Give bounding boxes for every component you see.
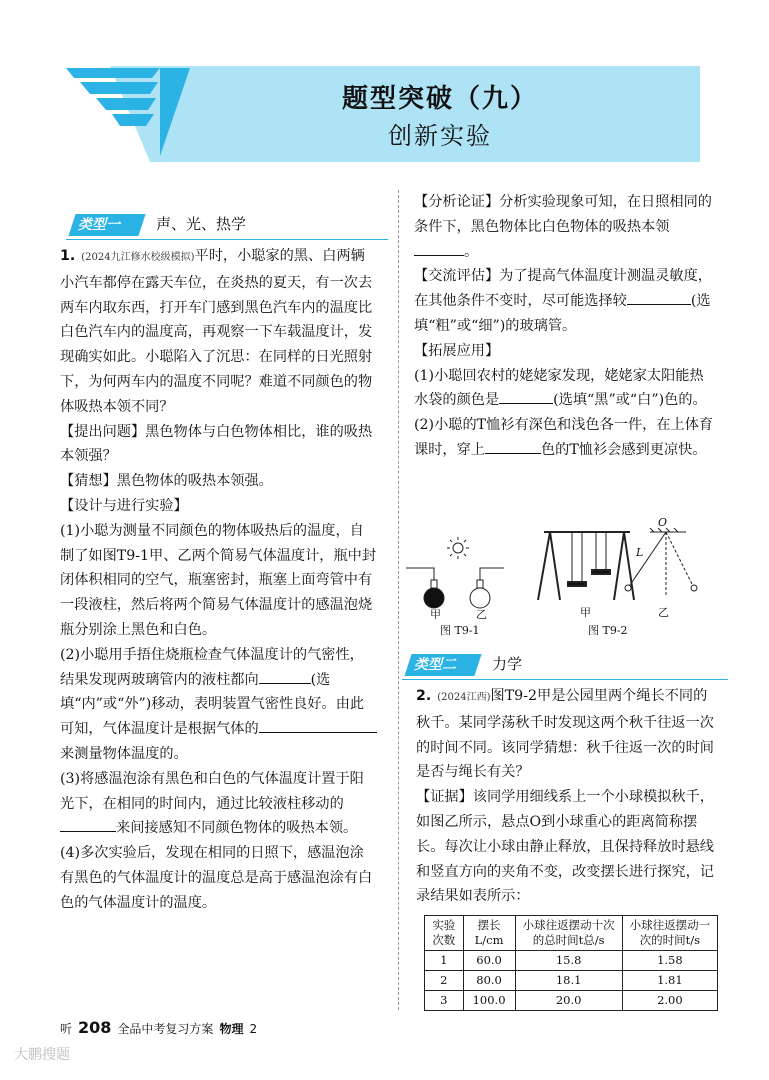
section-tag-2: 类型二	[414, 657, 456, 673]
step-2b: (选填“内”或“外”)移动，表明装置气密性良好。由此可知，气体温度计是根据气体的	[60, 671, 365, 738]
step-4-text: (4)多次实验后，发现在相同的日照下，感温泡涂有黑色的气体温度计的温度总是高于感温泡涂有白色的气体温度计的温度。	[60, 845, 373, 911]
answer-blank-3[interactable]	[60, 817, 116, 832]
section-title: 声、光、热学	[156, 215, 247, 233]
listen-label: 听	[60, 1022, 73, 1036]
table-header-cell: 小球往返摆动一次的时间t/s	[622, 916, 717, 951]
section-underline-2	[402, 679, 728, 680]
section-header-1	[60, 210, 378, 240]
analysis-a: 【分析论证】分析实验现象可知，在日照相同的条件下，黑色物体比白色物体的吸热本领	[414, 194, 712, 235]
flask-white-icon	[470, 568, 504, 608]
table-cell: 20.0	[515, 991, 622, 1011]
table-cell: 1.81	[622, 971, 717, 991]
table-cell: 1	[425, 951, 464, 971]
table-header-row	[425, 916, 718, 951]
step-1-text: (1)小聪为测量不同颜色的物体吸热后的温度，自制了如图T9-1甲、乙两个简易气体温度计，瓶中封闭体积相同的空气，瓶塞密封，瓶塞上面弯管中有一段液柱，然后将两个简易气体温度计的感温泡烧瓶分别涂上黑色和白色。	[60, 522, 377, 638]
fig1-caption: 图 T9-1	[440, 624, 480, 637]
answer-blank-6[interactable]	[499, 389, 553, 404]
question-2-text: 图T9-2甲是公园里两个绳长不同的秋千。某同学荡秋千时发现这两个秋千往返一次的时间不同。该同学猜想：秋千往返一次的时间是否与绳长有关？	[416, 688, 714, 781]
evaluation-text	[414, 264, 714, 338]
analysis-b: 。	[464, 243, 479, 260]
step-3b: 来间接感知不同颜色物体的吸热本领。	[116, 820, 358, 837]
extension-heading: 【拓展应用】	[414, 342, 500, 359]
table-header-cell: 小球往返摆动十次的总时间t总/s	[515, 916, 622, 951]
page-subtitle: 创新实验	[388, 122, 492, 150]
extension-1-text	[414, 364, 714, 414]
book-title: 全品中考复习方案	[117, 1022, 214, 1036]
section-2	[396, 650, 718, 1011]
subject-label: 物理	[219, 1022, 244, 1036]
volume-label: 2	[249, 1022, 258, 1036]
table-cell: 18.1	[515, 971, 622, 991]
question-source: (2024九江修水校级模拟)	[81, 252, 195, 263]
question-text: 平时，小聪家的黑、白两辆小汽车都停在露天车位，在炎热的夏天，有一次去两车内取东西，打开车门感到黑色汽车内的温度比白色汽车内的温度高，再观察一下车载温度计，发现确实如此。小聪陷入了沉思：在同样的日光照射下，为何两车内的温度不同呢？难道不同颜色的物体吸热本领不同？	[60, 248, 373, 415]
section-tag: 类型一	[78, 217, 120, 233]
answer-blank-7[interactable]	[485, 439, 541, 454]
section-underline	[66, 239, 388, 240]
length-label: L	[636, 546, 644, 559]
page-title: 题型突破（九）	[341, 84, 538, 114]
ext-1a: (1)小聪回农村的姥姥家发现，姥姥家太阳能热水袋的颜色是	[414, 367, 704, 409]
question-1-intro	[60, 244, 378, 420]
table-cell: 2	[425, 971, 464, 991]
fig2-caption: 图 T9-2	[588, 624, 628, 637]
results-table	[424, 915, 718, 1011]
eval-b: (选填“粗”或“细”)的玻璃管。	[414, 293, 711, 334]
page-footer	[60, 1018, 257, 1037]
answer-blank-4[interactable]	[414, 241, 464, 256]
table-cell: 100.0	[463, 991, 515, 1011]
pendulum-icon	[625, 528, 697, 596]
left-column	[60, 210, 378, 916]
ext-2a: (2)小聪的T恤衫有深色和浅色各一件，在上体育课时，穿上	[414, 417, 714, 458]
pivot-label: O	[658, 516, 668, 529]
ext-2b: 色的T恤衫会感到更凉快。	[540, 441, 707, 458]
question-2	[396, 684, 718, 1011]
question-2-number: 2.	[416, 688, 432, 704]
table-cell: 1.58	[622, 951, 717, 971]
figures-area	[404, 516, 724, 640]
section-title-2: 力学	[492, 655, 523, 673]
table-cell: 80.0	[463, 971, 515, 991]
flask-black-icon	[406, 568, 444, 608]
step-2a: (2)小聪用手捂住烧瓶检查气体温度计的气密性，结果发现两玻璃管内的液柱都向	[60, 646, 364, 688]
guess-text: 【猜想】黑色物体的吸热本领强。	[60, 473, 273, 490]
fig2-b-label: 乙	[658, 606, 669, 619]
sun-icon	[447, 537, 469, 559]
table-cell: 15.8	[515, 951, 622, 971]
evidence-text: 【证据】该同学用细线系上一个小球模拟秋千，如图乙所示，悬点O到小球重心的距离简称摆长。每次让小球由静止释放，且保持释放时悬线和竖直方向的夹角不变，改变摆长进行探究，记录结果如表所示：	[416, 789, 714, 905]
step-3-text	[60, 767, 378, 841]
table-cell: 60.0	[463, 951, 515, 971]
watermark: 大鹏搜题	[14, 1047, 70, 1063]
eval-a: 【交流评估】为了提高气体温度计测温灵敏度，在其他条件不变时，尽可能选择较	[414, 268, 712, 310]
extension-2-text	[414, 413, 714, 463]
analysis-text	[414, 190, 714, 264]
ext-1b: (选填“黑”或“白”)色的。	[553, 392, 707, 409]
section-header-2	[396, 650, 718, 680]
table-header-cell: 实验次数	[425, 916, 464, 951]
table-row	[425, 991, 718, 1011]
table-row	[425, 951, 718, 971]
step-2-text	[60, 643, 378, 767]
problem-text: 【提出问题】黑色物体与白色物体相比，谁的吸热本领强？	[60, 423, 373, 465]
page-number: 208	[78, 1018, 112, 1037]
step-3a: (3)将感温泡涂有黑色和白色的气体温度计置于阳光下，在相同的时间内，通过比较液柱移动的	[60, 770, 364, 812]
answer-blank-1[interactable]	[259, 669, 311, 684]
table-header-cell: 摆长L/cm	[463, 916, 515, 951]
design-heading: 【设计与进行实验】	[60, 497, 188, 514]
right-column	[414, 190, 714, 463]
fig1-a-label: 甲	[430, 608, 441, 621]
table-cell: 2.00	[622, 991, 717, 1011]
answer-blank-2[interactable]	[259, 718, 377, 733]
fig1-b-label: 乙	[476, 608, 487, 621]
answer-blank-5[interactable]	[627, 290, 691, 305]
swing-set-icon	[538, 532, 634, 600]
question-2-source: (2024江西)	[437, 692, 491, 703]
table-cell: 3	[425, 991, 464, 1011]
table-row	[425, 971, 718, 991]
step-2c: 来测量物体温度的。	[60, 745, 188, 762]
question-2-intro	[416, 684, 718, 785]
fig2-a-label: 甲	[580, 606, 591, 619]
question-number: 1.	[60, 248, 76, 264]
